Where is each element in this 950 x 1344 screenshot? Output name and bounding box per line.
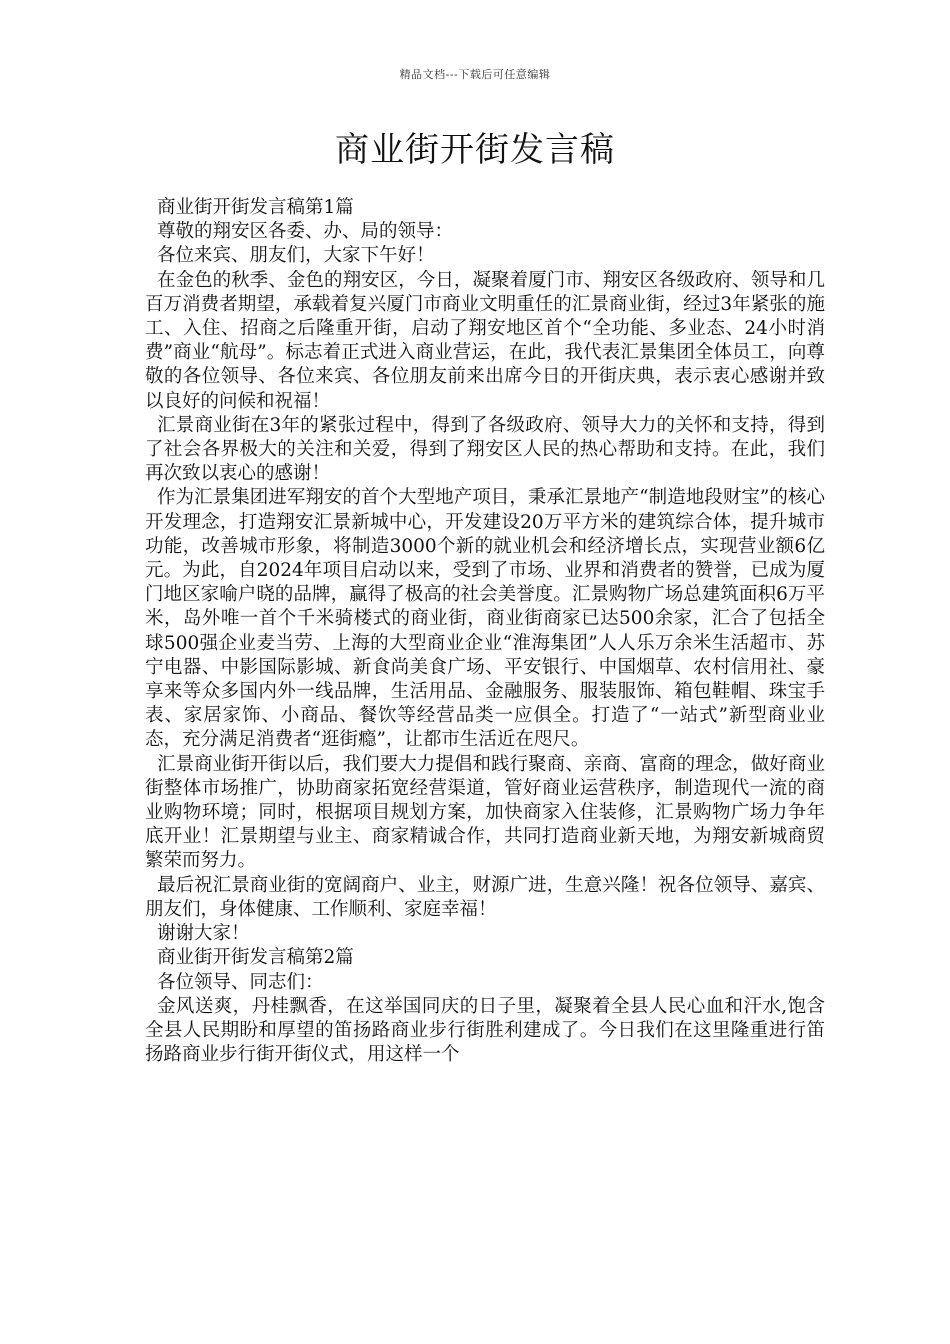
paragraph-body: 作为汇景集团进军翔安的首个大型地产项目，秉承汇景地产“制造地段财宝”的核心开发理念，打造翔安汇景新城中心，开发建设20万平方米的建筑综合体，提升城市功能，改善城市形象，将制造3000个新的就业机会和经济增长点，实现营业额6亿元。为此，自2024年项目启动以来，受到了市场、业界和消费者的赞誉，已成为厦门地区家喻户晓的品牌，赢得了极高的社会美誉度。汇景购物广场总建筑面积6万平米，岛外唯一首个千米骑楼式的商业街，商业街商家已达500余家，汇合了包括全球500强企业麦当劳、上海的大型商业企业“淮海集团”人人乐万余米生活超市、苏宁电器、中影国际影城、新食尚美食广场、平安银行、中国烟草、农村信用社、豪享来等众多国内外一线品牌，生活用品、金融服务、服装服饰、箱包鞋帽、珠宝手表、家居家饰、小商品、餐饮等经营品类一应俱全。打造了“一站式”新型商业业态，充分满足消费者“逛街瘾”，让都市生活近在咫尺。 <box>145 487 825 751</box>
paragraph-section-heading-2: 商业街开街发言稿第2篇 <box>157 947 354 969</box>
paragraph-salutation-1: 尊敬的翔安区各委、办、局的领导： <box>157 221 454 243</box>
paragraph-salutation-2: 各位领导、同志们： <box>157 971 324 993</box>
paragraph-closing-wishes: 最后祝汇景商业街的宽阔商户、业主，财源广进，生意兴隆！祝各位领导、嘉宾、朋友们，身体健康、工作顺利、家庭幸福！ <box>145 874 825 920</box>
header-note: 精品文档---下载后可任意编辑 <box>399 68 551 81</box>
paragraph-body: 在金色的秋季、金色的翔安区，今日，凝聚着厦门市、翔安区各级政府、领导和几百万消费者期望，承载着复兴厦门市商业文明重任的汇景商业街，经过3年紧张的施工、入住、招商之后隆重开街，启动了翔安地区首个“全功能、多业态、24小时消费”商业“航母”。标志着正式进入商业营运，在此，我代表汇景集团全体员工，向尊敬的各位领导、各位来宾、各位朋友前来出席今日的开街庆典，表示衷心感谢并致以良好的问候和祝福！ <box>145 269 825 412</box>
paragraph-thanks: 谢谢大家！ <box>157 923 250 945</box>
paragraph-body: 汇景商业街开街以后，我们要大力提倡和践行聚商、亲商、富商的理念，做好商业街整体市场推广，协助商家拓宽经营渠道，管好商业运营秩序，制造现代一流的商业购物环境；同时，根据项目规划方案，加快商家入住装修，汇景购物广场力争年底开业！汇景期望与业主、商家精诚合作，共同打造商业新天地，为翔安新城商贸繁荣而努力。 <box>145 753 825 872</box>
paragraph-section-heading-1: 商业街开街发言稿第1篇 <box>157 197 354 218</box>
document-title: 商业街开街发言稿 <box>335 130 615 170</box>
document-body <box>145 196 825 1067</box>
paragraph-greeting: 各位来宾、朋友们，大家下午好！ <box>157 245 435 267</box>
paragraph-body: 汇景商业街在3年的紧张过程中，得到了各级政府、领导大力的关怀和支持，得到了社会各界极大的关注和关爱，得到了翔安区人民的热心帮助和支持。在此，我们再次致以衷心的感谢！ <box>145 414 825 485</box>
paragraph-body: 金风送爽，丹桂飘香，在这举国同庆的日子里，凝聚着全县人民心血和汗水,饱含全县人民期盼和厚望的笛扬路商业步行街胜利建成了。今日我们在这里隆重进行笛扬路商业步行街开街仪式，用这样一个 <box>145 995 825 1066</box>
